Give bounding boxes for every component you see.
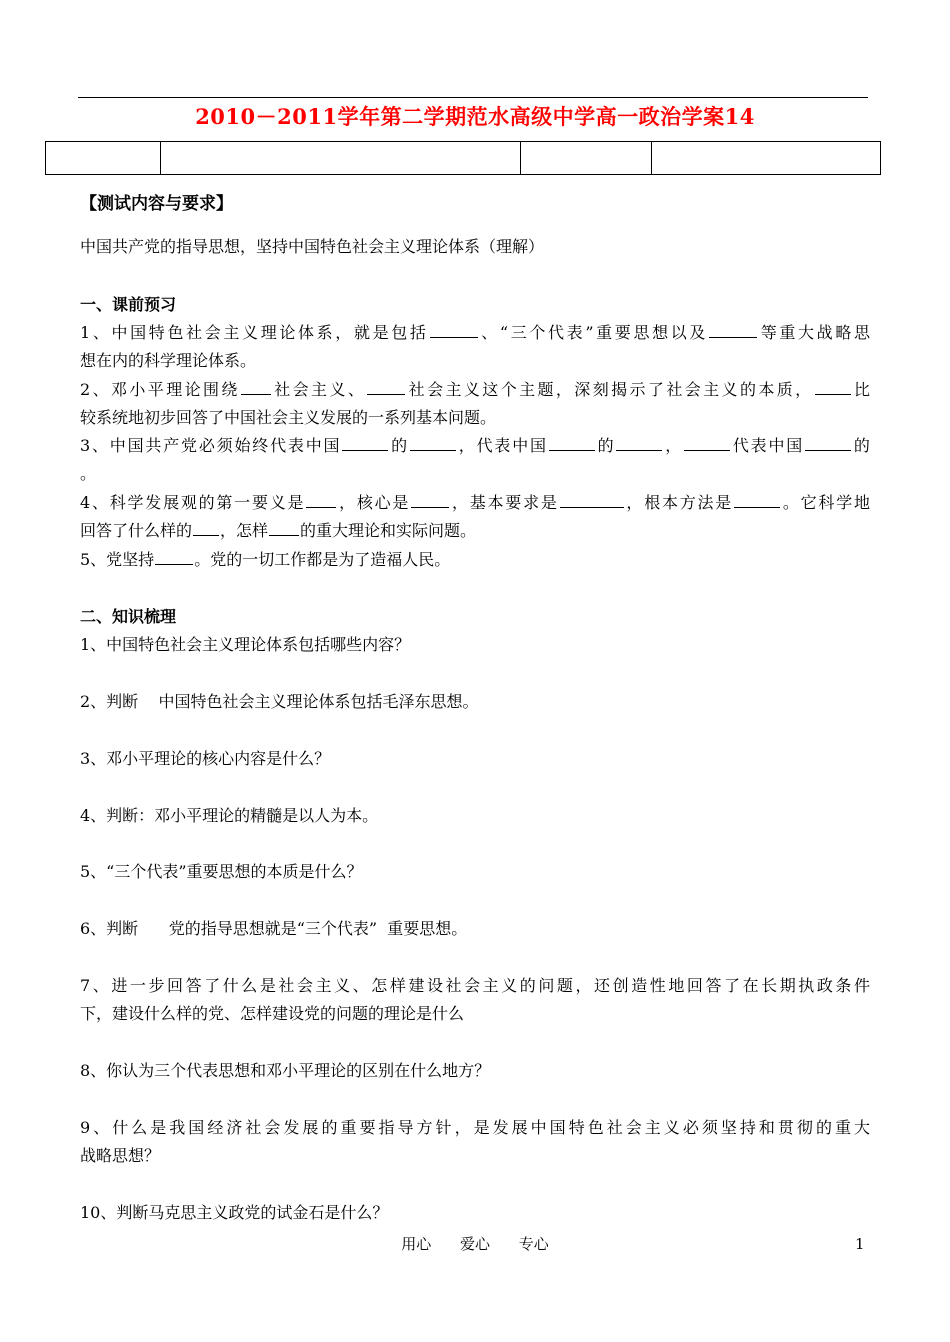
footer-motto-left: 用心 bbox=[401, 1235, 432, 1253]
footer-motto-right: 专心 bbox=[518, 1235, 549, 1253]
info-cell bbox=[652, 142, 881, 175]
page-title: 2010－2011学年第二学期范水高级中学高一政治学案14 bbox=[195, 104, 755, 129]
answer-blank[interactable] bbox=[616, 434, 662, 451]
text-run: 2、邓小平理论围绕 bbox=[80, 380, 240, 399]
text-run: ，根本方法是 bbox=[624, 493, 734, 512]
text-run: 的 bbox=[852, 436, 870, 455]
knowledge-item: 8、你认为三个代表思想和邓小平理论的区别在什么地方？ bbox=[80, 1061, 491, 1080]
answer-blank[interactable] bbox=[815, 378, 851, 395]
text-run: ，怎样 bbox=[220, 521, 269, 540]
text-run: 等重大战略思 bbox=[758, 323, 870, 342]
knowledge-item-cont: 下，建设什么样的党、怎样建设党的问题的理论是什么 bbox=[80, 1004, 465, 1023]
info-cell bbox=[161, 142, 521, 175]
requirements-heading: 【测试内容与要求】 bbox=[80, 194, 233, 214]
preview-heading: 一、课前预习 bbox=[80, 295, 177, 314]
page-number: 1 bbox=[855, 1235, 865, 1253]
text-run: 的重大理论和实际问题。 bbox=[300, 521, 477, 540]
answer-blank[interactable] bbox=[342, 434, 388, 451]
requirements-text: 中国共产党的指导思想，坚持中国特色社会主义理论体系（理解） bbox=[80, 237, 545, 256]
knowledge-item: 6、判断 党的指导思想就是“三个代表” 重要思想。 bbox=[80, 919, 468, 938]
preview-q2-line2: 较系统地初步回答了中国社会主义发展的一系列基本问题。 bbox=[80, 408, 497, 427]
answer-blank[interactable] bbox=[560, 491, 624, 508]
preview-q4-line2 bbox=[80, 517, 870, 545]
preview-q5 bbox=[80, 546, 870, 574]
knowledge-item: 4、判断：邓小平理论的精髓是以人为本。 bbox=[80, 806, 379, 825]
text-run: 回答了什么样的 bbox=[80, 521, 193, 540]
answer-blank[interactable] bbox=[549, 434, 595, 451]
answer-blank[interactable] bbox=[430, 321, 478, 338]
text-run: 、“三个代表”重要思想以及 bbox=[478, 323, 709, 342]
knowledge-item: 3、邓小平理论的核心内容是什么？ bbox=[80, 749, 331, 768]
info-cell bbox=[521, 142, 652, 175]
text-run: 。它科学地 bbox=[781, 493, 870, 512]
answer-blank[interactable] bbox=[155, 548, 193, 565]
text-run: 社会主义、 bbox=[271, 380, 367, 399]
preview-q3-line2: 。 bbox=[80, 464, 97, 483]
knowledge-item: 2、判断 中国特色社会主义理论体系包括毛泽东思想。 bbox=[80, 692, 479, 711]
answer-blank[interactable] bbox=[367, 378, 405, 395]
text-run: 1、中国特色社会主义理论体系，就是包括 bbox=[80, 323, 429, 342]
answer-blank[interactable] bbox=[306, 491, 336, 508]
page-footer bbox=[0, 1233, 950, 1254]
answer-blank[interactable] bbox=[241, 378, 271, 395]
answer-blank[interactable] bbox=[410, 434, 456, 451]
text-run: ， bbox=[663, 436, 684, 455]
text-run: 社会主义这个主题，深刻揭示了社会主义的本质， bbox=[406, 380, 814, 399]
answer-blank[interactable] bbox=[411, 491, 449, 508]
text-run: 。党的一切工作都是为了造福人民。 bbox=[194, 550, 451, 569]
knowledge-item-cont: 战略思想？ bbox=[80, 1146, 161, 1165]
answer-blank[interactable] bbox=[734, 491, 780, 508]
info-cell bbox=[46, 142, 161, 175]
text-run: 3、中国共产党必须始终代表中国 bbox=[80, 436, 342, 455]
answer-blank[interactable] bbox=[193, 519, 219, 536]
preview-q1-line1 bbox=[80, 319, 870, 347]
answer-blank[interactable] bbox=[269, 519, 299, 536]
answer-blank[interactable] bbox=[805, 434, 851, 451]
text-run: 代表中国 bbox=[731, 436, 805, 455]
text-run: 4、科学发展观的第一要义是 bbox=[80, 493, 306, 512]
text-run: 的 bbox=[389, 436, 409, 455]
answer-blank[interactable] bbox=[684, 434, 730, 451]
knowledge-item: 9、什么是我国经济社会发展的重要指导方针，是发展中国特色社会主义必须坚持和贯彻的重大 bbox=[80, 1118, 870, 1137]
knowledge-item: 1、中国特色社会主义理论体系包括哪些内容？ bbox=[80, 635, 411, 654]
knowledge-heading: 二、知识梳理 bbox=[80, 607, 177, 626]
answer-blank[interactable] bbox=[709, 321, 757, 338]
preview-q4-line1 bbox=[80, 489, 870, 517]
header-rule bbox=[78, 97, 868, 98]
text-run: 5、党坚持 bbox=[80, 550, 155, 569]
text-run: ，核心是 bbox=[337, 493, 411, 512]
knowledge-item: 10、判断马克思主义政党的试金石是什么？ bbox=[80, 1203, 389, 1222]
knowledge-item: 7、进一步回答了什么是社会主义、怎样建设社会主义的问题，还创造性地回答了在长期执政条件 bbox=[80, 976, 870, 995]
knowledge-item: 5、“三个代表”重要思想的本质是什么？ bbox=[80, 862, 363, 881]
info-table bbox=[45, 141, 881, 175]
preview-q1-line2: 想在内的科学理论体系。 bbox=[80, 351, 257, 370]
text-run: 比 bbox=[851, 380, 870, 399]
text-run: 的 bbox=[595, 436, 616, 455]
preview-q2-line1 bbox=[80, 376, 870, 404]
footer-motto-middle: 爱心 bbox=[459, 1235, 490, 1253]
text-run: ，代表中国 bbox=[456, 436, 548, 455]
preview-q3-line1 bbox=[80, 432, 870, 460]
text-run: ，基本要求是 bbox=[450, 493, 559, 512]
